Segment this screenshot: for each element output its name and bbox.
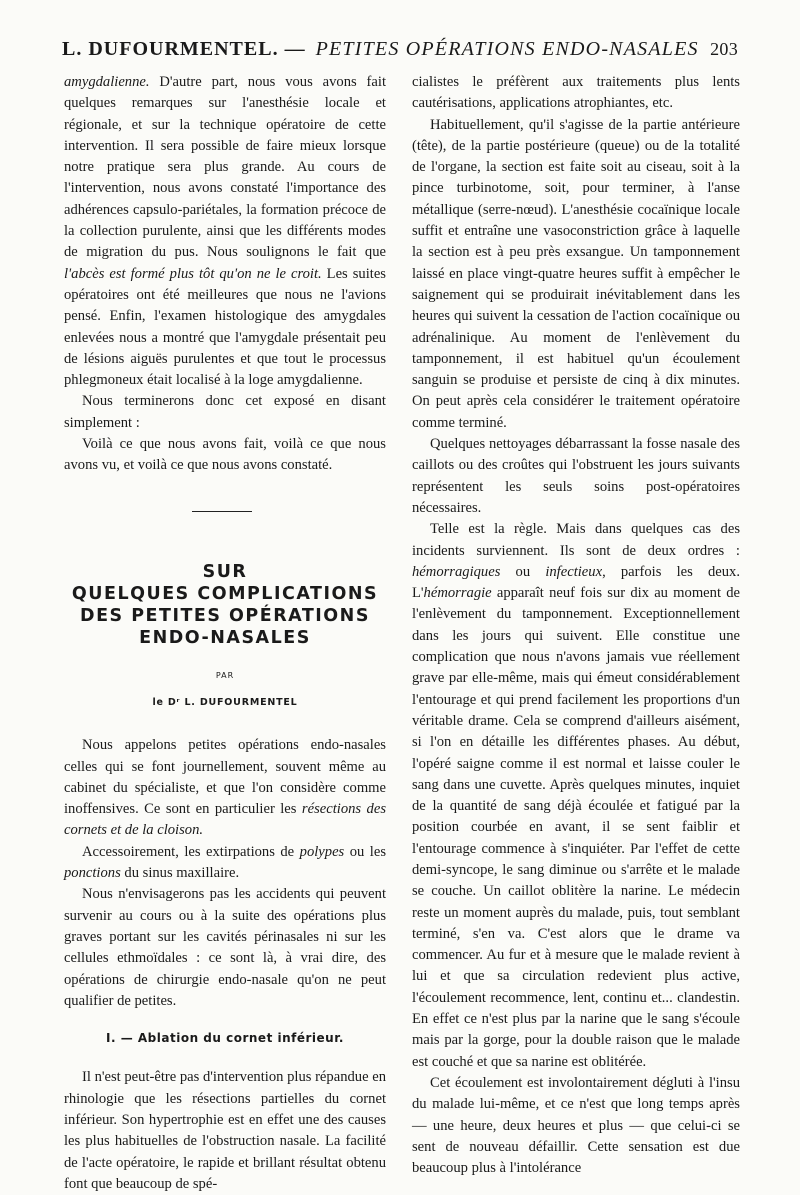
italic-text: l'abcès est formé plus tôt qu'on ne le croit. — [64, 265, 322, 282]
paragraph: Cet écoulement est involontairement dégluti à l'insu du malade lui-même, et ce n'est que long temps après — une heure, deux heures et plus — que celui-ci se sent de nouveau défaillir. Cette sensation est due beaucoup plus à l'intolérance — [412, 1074, 740, 1177]
paragraph: Accessoirement, les extirpations de polypes ou les ponctions du sinus maxillaire. — [64, 843, 386, 882]
paragraph: Nous terminerons donc cet exposé en disant simplement : — [64, 393, 386, 431]
byline-par: PAR — [215, 670, 235, 680]
byline-author: le Dʳ L. DUFOURMENTEL — [152, 696, 298, 708]
page-number: 203 — [710, 39, 738, 59]
section-divider — [64, 477, 386, 511]
paragraph: Nous n'envisagerons pas les accidents qui peuvent survenir au cours ou à la suite des opérations plus graves portant sur les cavités périnasales ni sur les cellules ethmoïdales : ce sont là, à vrai dire, des opérations de chirurgie endo-nasale qu'on ne peut qualifier de petites. — [64, 886, 386, 1009]
paragraph: Habituellement, qu'il s'agisse de la partie antérieure (tête), de la partie postérieure (queue) ou de la totalité de l'organe, la section est faite soit au ciseau, soit à la pince turbinotome, soit, pour terminer, à l'anse métallique (serre-nœud). L'anesthésie cocaïnique locale suffit et entraîne une vasoconstriction grâce à laquelle la section est à peu près exsangue. Un tamponnement laissé en place vingt-quatre heures suffit à empêcher le saignement qui se produirait inévitablement dans les heures qui suivent la cessation de l'action cocaïnique ou adrénalinique. Au moment de l'enlèvement du tamponnement, il est habituel qu'un écoulement sanguin se produise et persiste de cinq à dix minutes. On peut après cela considérer le traitement opératoire comme terminé. — [412, 116, 740, 431]
paragraph: Nous appelons petites opérations endo-nasales celles qui se font journellement, souvent même au cabinet du spécialiste, et que l'on considère comme inoffensives. Ce sont en particulier les résections des cornets et de la cloison. — [64, 737, 387, 839]
italic-text: amygdalienne. — [64, 74, 150, 90]
header-author: L. DUFOURMENTEL. — — [62, 38, 306, 60]
right-column — [412, 72, 740, 1179]
paragraph: cialistes le préfèrent aux traitements plus lents cautérisations, applications atrophiantes, etc. — [412, 74, 740, 112]
paragraph: amygdalienne. D'autre part, nous vous avons fait quelques remarques sur l'anesthésie locale et régionale, et sur la technique opératoire de cette intervention. Il sera possible de faire mieux lorsque notre pratique sera plus grande. Au cours de l'intervention, nous avons constaté l'importance des adhérences capsulo-pariétales, la formation précoce de la collection purulente, ainsi que les différents modes de migration du pus. Nous soulignons le fait que l'abcès est formé plus tôt qu'on ne le croit. Les suites opératoires ont été meilleures que nous ne l'avions pensé. Enfin, l'examen histologique des amygdales enlevées nous a montré que l'amygdale présentait peu de lésions aiguës purulentes et que tout le processus phlegmoneux était localisé à la loge amygdalienne. — [64, 74, 386, 389]
paragraph: Il n'est peut-être pas d'intervention plus répandue en rhinologie que les résections partielles du cornet inférieur. Son hypertrophie est en effet une des causes les plus habituelles de l'obstruction nasale. La facilité de l'acte opératoire, le rapide et brillant résultat obtenu font que beaucoup de spé- — [64, 1069, 386, 1192]
left-column — [64, 72, 386, 1195]
paragraph: Quelques nettoyages débarrassant la fosse nasale des caillots ou des croûtes qui l'obstruent les jours suivants représentent les seuls soins post-opératoires nécessaires. — [412, 436, 740, 516]
article-title: SUR QUELQUES COMPLICATIONS DES PETITES OPÉRATIONS ENDO-NASALES — [71, 561, 379, 648]
italic-text: résections des cornets et de la cloison. — [64, 801, 387, 839]
header-title: PETITES OPÉRATIONS ENDO-NASALES — [315, 38, 699, 60]
section-heading: I. — Ablation du cornet inférieur. — [106, 1031, 344, 1046]
paragraph: Telle est la règle. Mais dans quelques cas des incidents surviennent. Ils sont de deux ordres : hémorragiques ou infectieux, parfois les deux. L'hémorragie apparaît neuf fois sur dix au moment de l'enlèvement du tamponnement. Exceptionnellement dans les jours qui suivent. Elle constitue une complication que nous n'avons jamais vue réellement grave par elle-même, mais qui émeut considérablement l'entourage et qui prend facilement les proportions d'un véritable drame. Cela se comprend d'ailleurs aisément, si l'on en détaille les différentes phases. Au début, l'opéré saigne comme il est normal et laisse couler le sang dans une cuvette. Après quelques minutes, inquiet de la quantité de sang déjà écoulée et fatigué par la position courbée en avant, il se sent faiblir et l'entourage commence à s'inquiéter. Par l'effet de cette demi-syncope, le sang diminue ou s'arrête et le malade se couche. Un caillot oblitère la narine. Le médecin reste un moment auprès du malade, puis, tout semblant terminé, s'en va. C'est alors que le drame va commencer. Au fur et à mesure que le malade revient à lui et que sa circulation redevient plus active, l'écoulement recommence, lent, continu et... clandestin. En effet ce n'est plus par la narine que le sang s'écoule mais par la gorge, pour la double raison que le malade est couché et que sa narine est oblitérée. — [412, 521, 740, 1070]
running-header — [62, 38, 738, 61]
paragraph: Voilà ce que nous avons fait, voilà ce que nous avons vu, et voilà ce que nous avons constaté. — [64, 436, 386, 474]
